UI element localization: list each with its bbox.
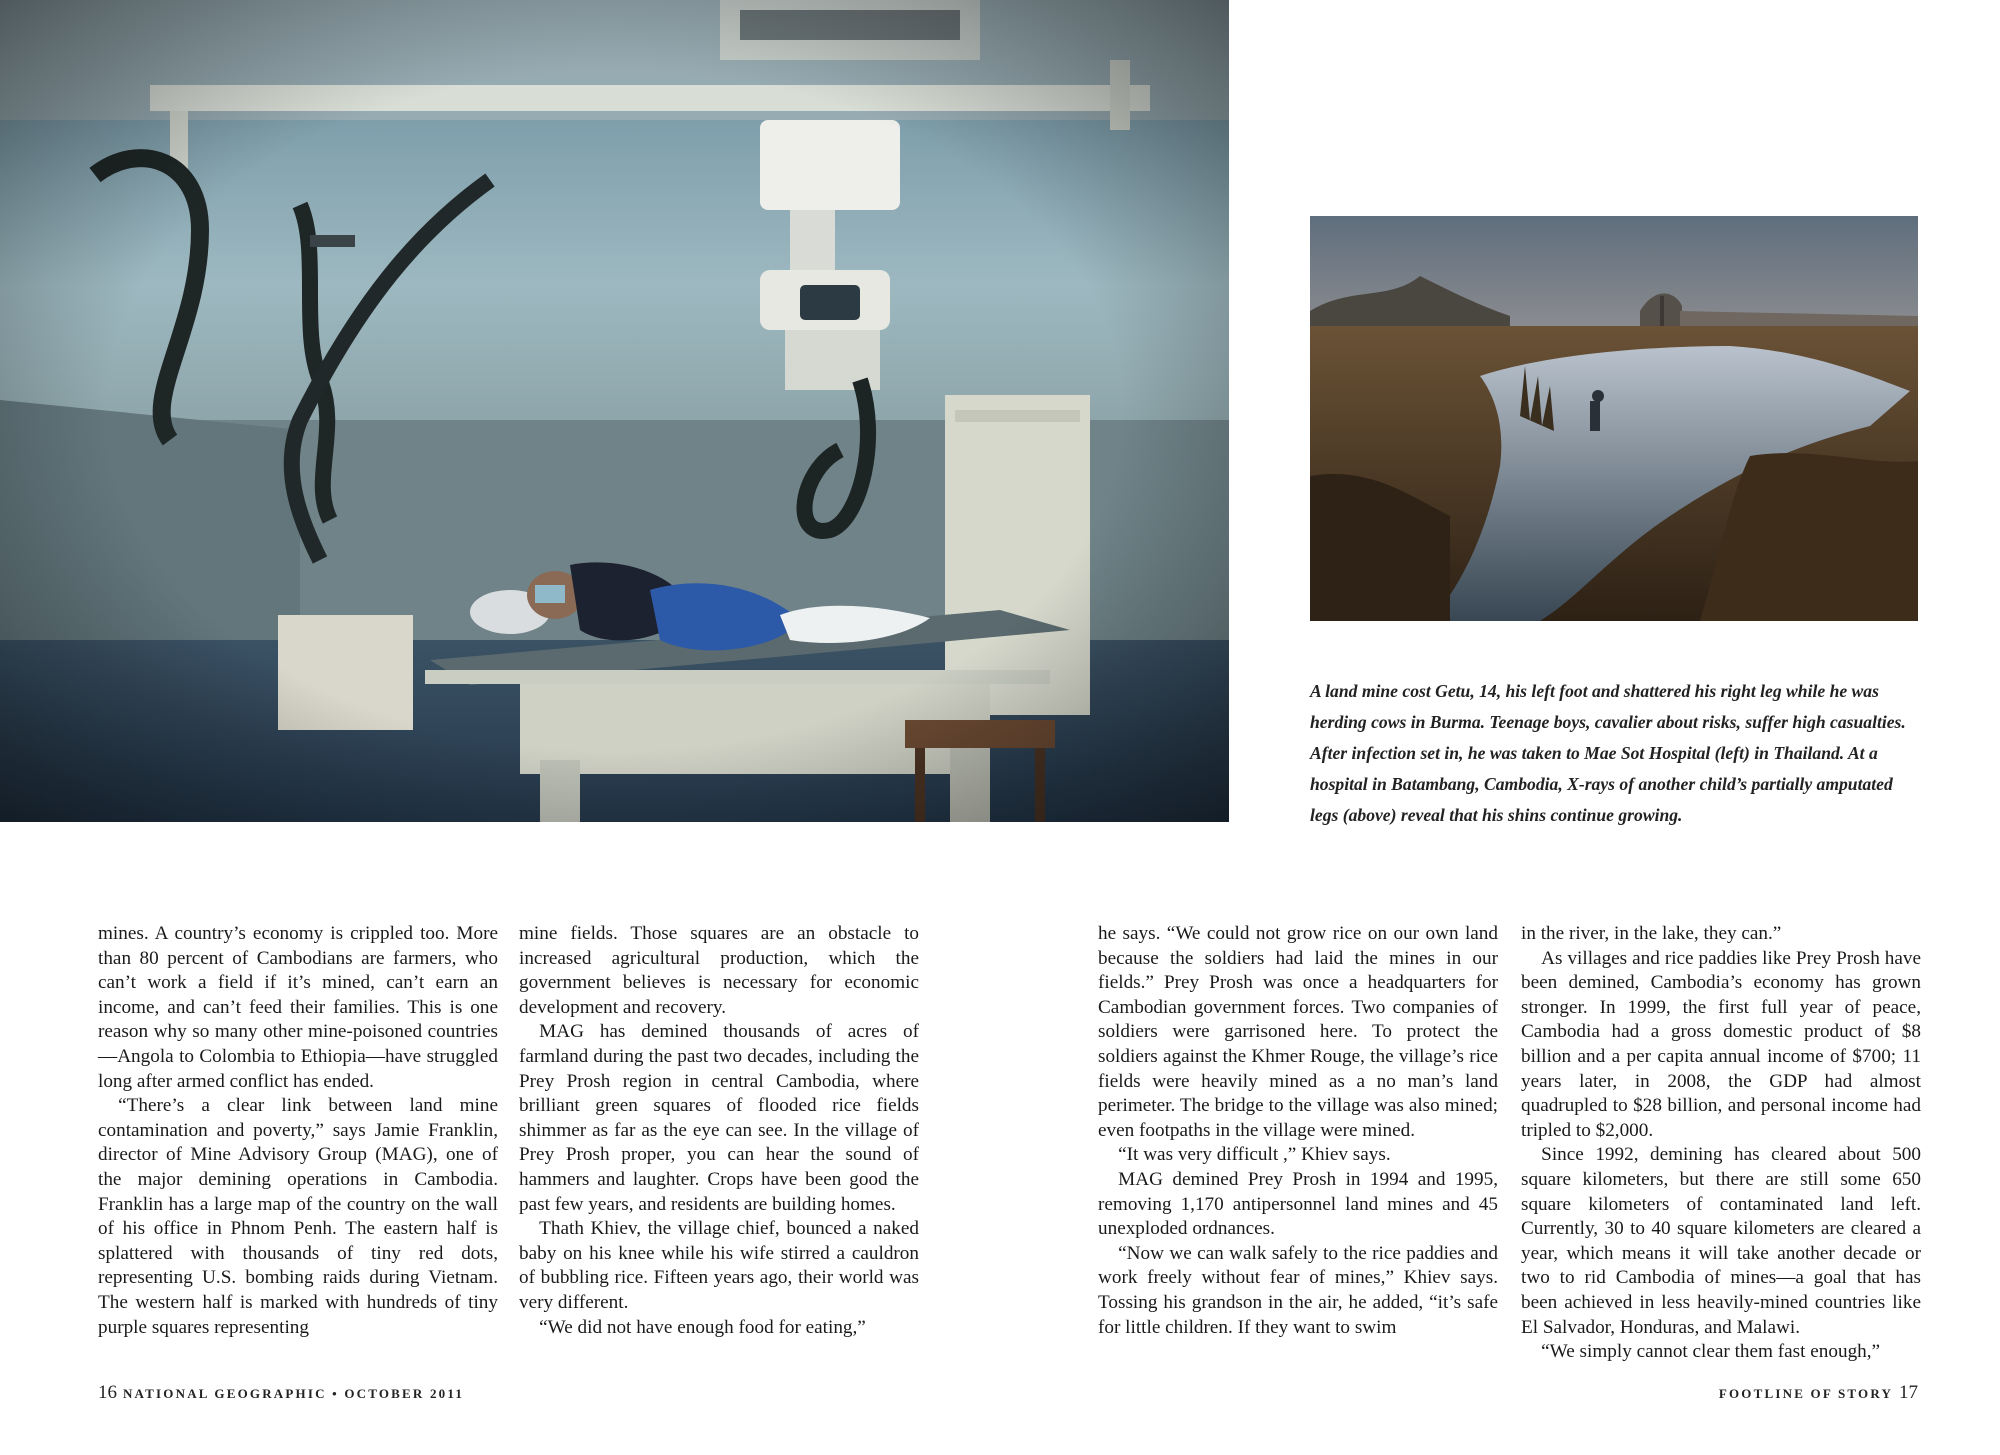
paragraph: mine fields. Those squares are an obstacle to increased agricultural production, which the government believes is necessary for economic development and recovery.	[519, 923, 919, 1018]
folio-right-text: FOOTLINE OF STORY	[1718, 1386, 1894, 1401]
paragraph: MAG demined Prey Prosh in 1994 and 1995, removing 1,170 antipersonnel land mines and 45 unexploded ordnances.	[1098, 1168, 1498, 1240]
paragraph: mines. A country’s economy is crippled too. More than 80 percent of Cambodians are farmers, who can’t work a field if it’s mined, can’t earn an income, and can’t feed their families. This is one reason why so many other mine-poisoned countries—Angola to Colombia to Ethiopia—have struggled long after armed conflict has ended.	[98, 923, 498, 1092]
folio-left-text: NATIONAL GEOGRAPHIC • OCTOBER 2011	[122, 1386, 465, 1401]
paragraph: “We did not have enough food for eating,”	[539, 1316, 866, 1338]
marsh-image	[1310, 216, 1918, 621]
folio-right	[1719, 1382, 1918, 1404]
photo-caption: A land mine cost Getu, 14, his left foot and shattered his right leg while he was herding cows in Burma. Teenage boys, cavalier about risks, suffer high casualties. After infection set in, he was taken to Mae Sot Hospital (left) in Thailand. At a hospital in Batambang, Cambodia, X-rays of another child’s partially amputated legs (above) reveal that his shins continue growing.	[1310, 681, 1906, 825]
paragraph: “There’s a clear link between land mine contamination and poverty,” says Jamie Franklin, director of Mine Advisory Group (MAG), one of the major demining operations in Cambodia. Franklin has a large map of the country on the wall of his office in Phnom Penh. The eastern half is splattered with thousands of tiny red dots, representing U.S. bombing raids during Vietnam. The western half is marked with hundreds of tiny purple squares representing	[98, 1095, 498, 1338]
folio-left	[98, 1382, 464, 1404]
page-number-right: 17	[1899, 1382, 1918, 1403]
xray-room-image	[0, 0, 1229, 822]
article-column-3	[1098, 922, 1498, 1340]
article-column-2	[519, 922, 919, 1340]
marsh-photo	[1310, 216, 1918, 621]
article-column-1	[98, 922, 498, 1340]
xray-room-photo	[0, 0, 1229, 822]
paragraph: in the river, in the lake, they can.”	[1521, 923, 1782, 944]
article-column-4	[1521, 922, 1921, 1365]
paragraph: he says. “We could not grow rice on our own land because the soldiers had laid the mines in our fields.” Prey Prosh was once a headquarters for Cambodian government forces. Two companies of soldiers were garrisoned here. To protect the soldiers against the Khmer Rouge, the village’s rice fields were heavily mined as a no man’s land perimeter. The bridge to the village was also mined; even footpaths in the village were mined.	[1098, 923, 1498, 1141]
paragraph: “We simply cannot clear them fast enough,”	[1541, 1341, 1881, 1363]
paragraph: MAG has demined thousands of acres of farmland during the past two decades, including the Prey Prosh region in central Cambodia, where brilliant green squares of flooded rice fields shimmer as far as the eye can see. In the village of Prey Prosh proper, you can hear the sound of hammers and laughter. Crops have been good the past few years, and residents are building homes.	[519, 1021, 919, 1215]
page-number-left: 16	[98, 1382, 117, 1403]
paragraph: Thath Khiev, the village chief, bounced a naked baby on his knee while his wife stirred a cauldron of bubbling rice. Fifteen years ago, their world was very different.	[519, 1218, 919, 1313]
paragraph: “Now we can walk safely to the rice paddies and work freely without fear of mines,” Khiev says. Tossing his grandson in the air, he added, “it’s safe for little children. If they want to swim	[1098, 1242, 1498, 1338]
paragraph: As villages and rice paddies like Prey Prosh have been demined, Cambodia’s economy has grown stronger. In 1999, the first full year of peace, Cambodia had a gross domestic product of $8 billion and a per capita annual income of $700; 11 years later, in 2008, the GDP had almost quadrupled to $28 billion, and personal income had tripled to $2,000.	[1521, 947, 1921, 1141]
paragraph: Since 1992, demining has cleared about 500 square kilometers, but there are still some 650 square kilometers of contaminated land left. Currently, 30 to 40 square kilometers are cleared a year, which means it will take another decade or two to rid Cambodia of mines—a goal that has been achieved in less heavily-mined countries like El Salvador, Honduras, and Malawi.	[1521, 1144, 1921, 1338]
paragraph: “It was very difficult ,” Khiev says.	[1118, 1144, 1391, 1166]
